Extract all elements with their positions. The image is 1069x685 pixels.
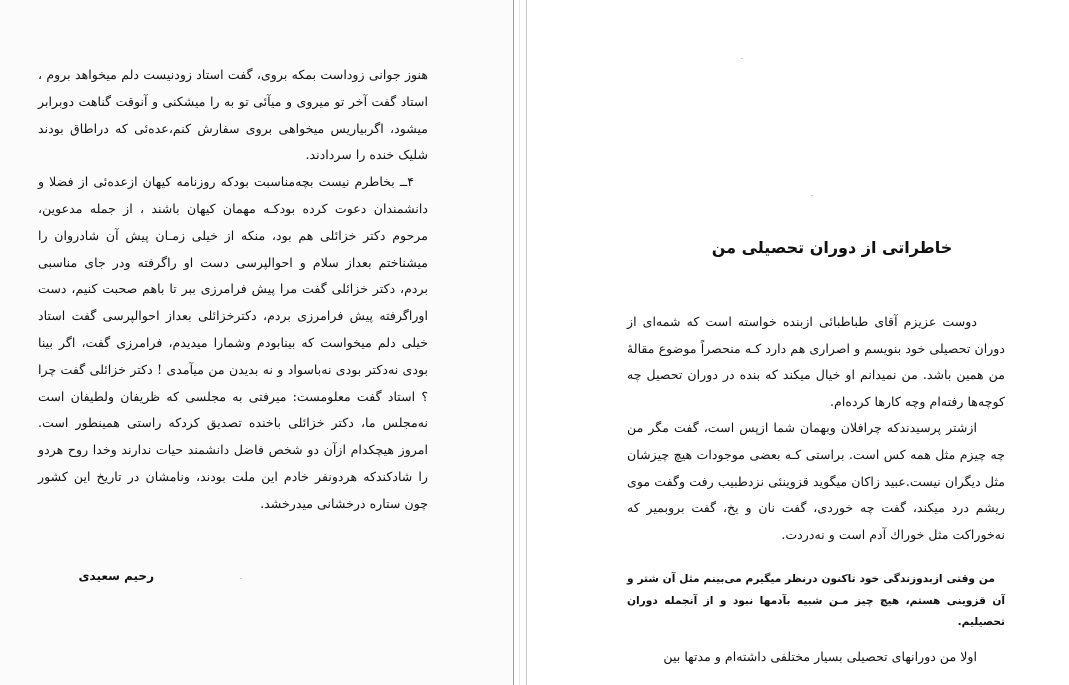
right-paragraph-1: دوست عزیزم آقای طباطبائی ازبنده خواسته است که شمه‌ای از دوران تحصیلی خود بنویسم و اصراری هم دارد کـه منحصراً موضوع مقالهٔ من همین باشد. من نمیدانم او خیال میکند که بنده در دوران تحصیل چه کوچه‌ها رفته‌ام وچه کارها کرده‌ام.	[627, 314, 1005, 409]
left-page	[0, 0, 513, 685]
left-page-body	[38, 62, 428, 518]
author-signature: رحیم سعیدی	[78, 569, 154, 583]
right-page	[527, 0, 1069, 685]
right-last-line: اولا من دورانهای تحصیلی بسیار مختلفی داشته‌ام و مدتها بین	[663, 649, 977, 664]
right-page-body	[627, 309, 1005, 548]
right-paragraph-2: ازشتر پرسیدندکه چرافلان وبهمان شما ازپس است، گفت مگر من چه چیزم مثل همه کس است. براستی کـه بعضی موجودات هیچ چیزشان مثل دیگران نیست.عبید زاکان میگوید قزوینئی نزدطبیب رفت وگفت موی ریشم درد میکند، گفت چه خوردی، گفت نان و یخ، گفت بروبمیر که نه‌خوراکت مثل خوراك آدم است و نه‌دردت.	[627, 420, 1005, 542]
article-title: خاطراتی از دوران تحصیلی من	[711, 238, 953, 257]
gutter-divider	[519, 0, 520, 685]
page-gutter	[513, 0, 527, 685]
scan-speck	[811, 195, 813, 196]
left-paragraph-1: هنوز جوانی زوداست بمکه بروی، گفت استاد زودنیست دلم میخواهد بروم ، استاد گفت آخر تو میروی و میآئی تو به را میشکنی و آنوقت گناهت دوبرابر میشود، اگربیاریس میخواهی بروی سفارش کنم،عده‌ئی که دراطاق بودند شلیک خنده را سردادند.	[38, 67, 428, 163]
right-bold-paragraph: من وقتی ازبدوزندگی خود تاکنون درنظر میگیرم می‌بینم مثل آن شتر و آن قزوینی هستم، هیچ چیز مـن شبیه بآدمها نبود و از آنجمله دوران تحصیلیم.	[627, 573, 1005, 628]
left-paragraph-2: ۴ــ بخاطرم نیست بچه‌مناسبت بودکه روزنامه کیهان ازعده‌ئی از فضلا و دانشمندان دعوت کرده بودکـه مهمان کیهان باشند ، از جمله مدعوین، مرحوم دکتر خزائلی هم بود، منکه از خیلی زمـان پیش آن شادروان را میشناختم بعداز سلام و احوالپرسی دست او راگرفته ودر جای مناسبی بردم، دکتر خزائلی گفت مرا پیش فرامرزی ببر تا باهم صحبت کنیم، دست اوراگرفته پیش فرامرزی بردم، دکترخزائلی بعداز احوالپرسی گفت استاد خیلی دلم میخواست که بینابودم وشمارا میدیدم، فرامرزی گفت، اگر بینا بودی نه‌دکتر بودی نه‌باسواد و نه بدیدن من میآمدی ! دکتر خزائلی گفت چرا ؟ استاد گفت معلومست: میرفتی به مجلسی که ظریفان ولطیفان است نه‌مجلس ما، دکتر خزائلی باخنده تصدیق کردکه راستی همینطور است. امروز هیچکدام ازآن دو شخص فاضل دانشمند حیات ندارند وخدا روح هردو را شادکندکه هردونفر خادم این ملت بودند، ونامشان در تاریخ این کشور چون ستاره درخشانی میدرخشد.	[38, 174, 428, 511]
scan-speck	[240, 578, 242, 579]
scan-speck	[741, 58, 743, 59]
